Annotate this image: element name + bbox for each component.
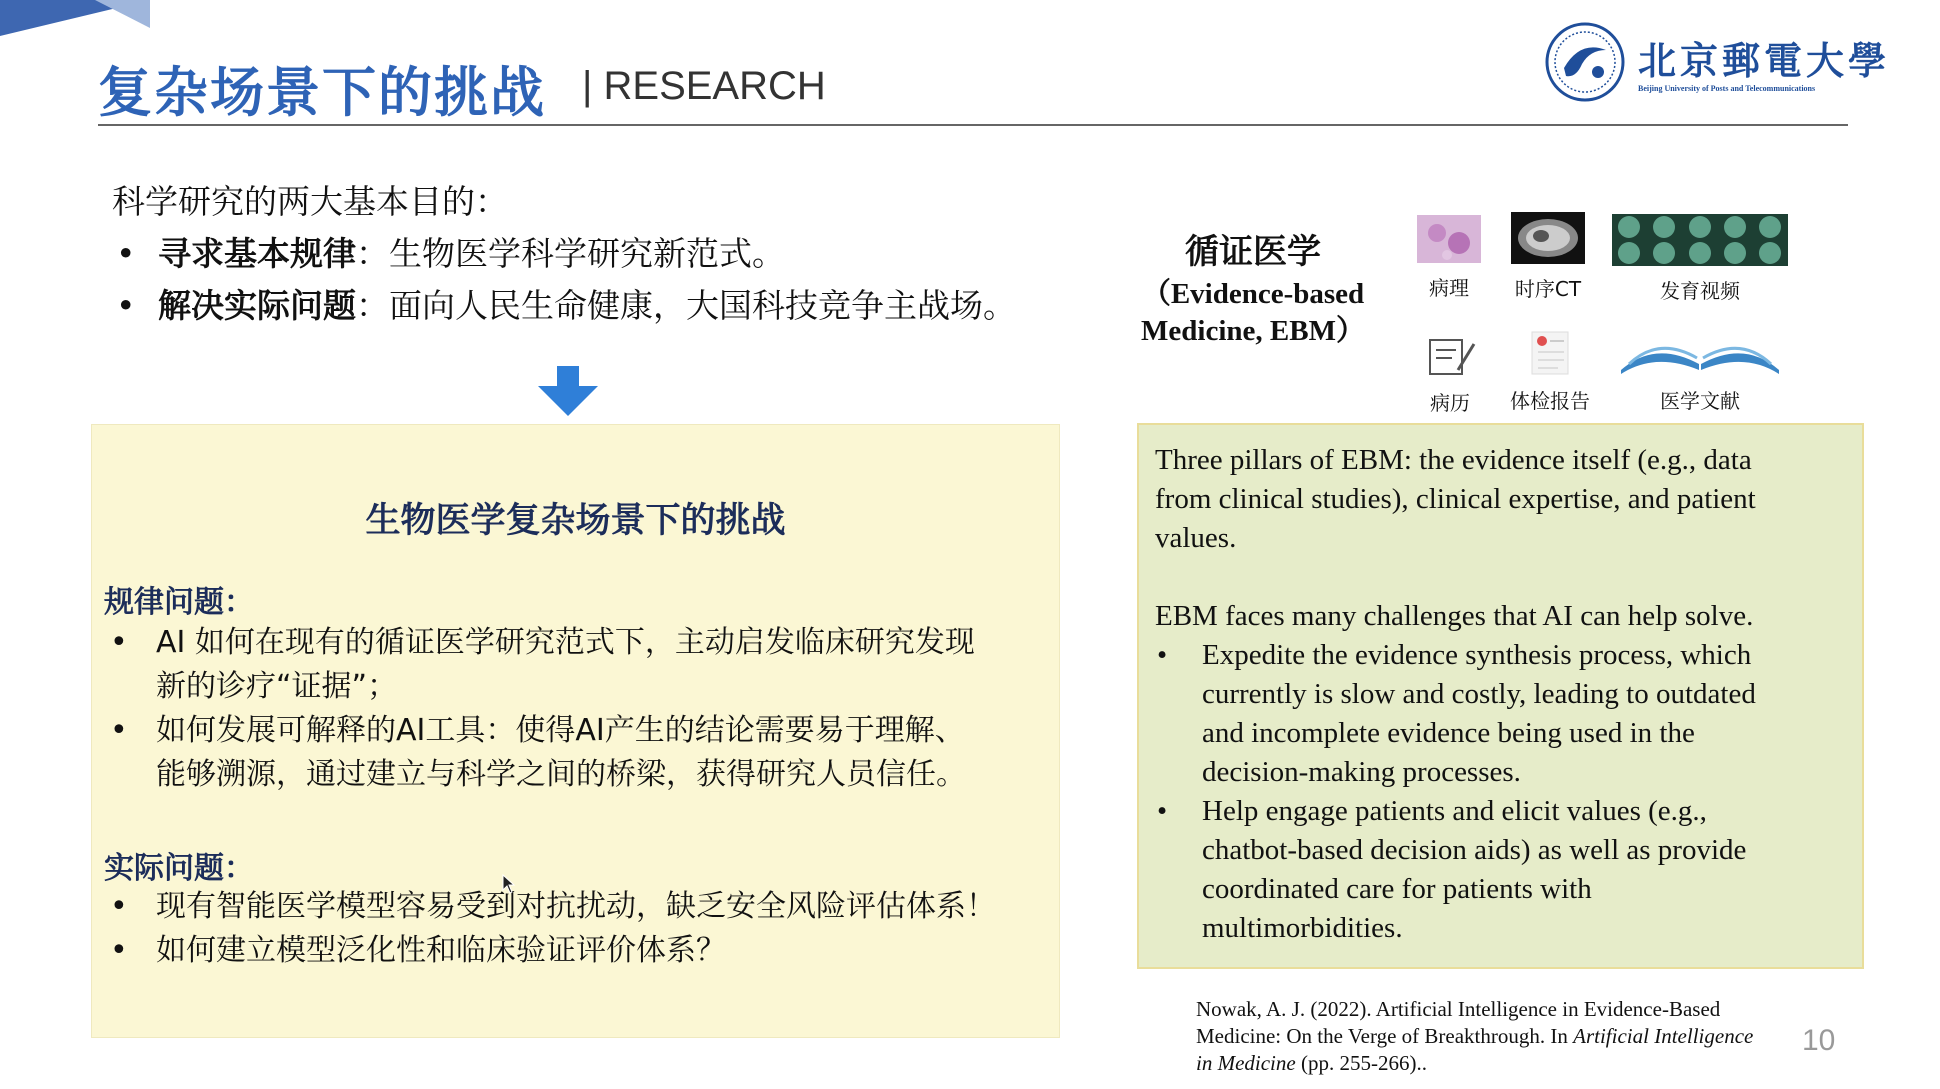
intro-section bbox=[112, 176, 1016, 332]
development-video-icon bbox=[1612, 214, 1788, 266]
citation-text: Medicine: On the Verge of Breakthrough. In bbox=[1196, 1024, 1574, 1048]
list-item-line: 能够溯源，通过建立与科学之间的桥梁，获得研究人员信任。 bbox=[156, 757, 966, 792]
open-book-icon bbox=[1615, 330, 1785, 376]
list-item-line: 现有智能医学模型容易受到对抗扰动，缺乏安全风险评估体系！ bbox=[156, 889, 996, 924]
practical-problems-list bbox=[106, 885, 1046, 973]
ebm-pillars-text bbox=[1155, 441, 1850, 948]
text-line: values. bbox=[1155, 522, 1237, 554]
logo-chinese-name: 北京郵電大學 bbox=[1638, 38, 1891, 83]
slide-title: 复杂场景下的挑战 bbox=[98, 61, 546, 124]
intro-bullet-text: ：面向人民生命健康，大国科技竞争主战场。 bbox=[356, 286, 1016, 325]
citation-line bbox=[1196, 1023, 1796, 1050]
medical-record-label: 病历 bbox=[1430, 391, 1470, 415]
university-logo bbox=[1538, 20, 1891, 104]
header-divider bbox=[98, 124, 1848, 126]
text-line: decision-making processes. bbox=[1202, 756, 1521, 788]
bullet-dot: • bbox=[116, 286, 136, 325]
logo-english-name: Beijing University of Posts and Telecommunications bbox=[1638, 84, 1816, 93]
literature-label: 医学文献 bbox=[1660, 389, 1740, 413]
literature-item bbox=[1612, 330, 1788, 414]
pathology-item bbox=[1414, 215, 1484, 301]
slide-subtitle: | RESEARCH bbox=[582, 64, 826, 108]
text-line: EBM faces many challenges that AI can help solve. bbox=[1155, 600, 1754, 632]
list-item bbox=[106, 621, 1046, 709]
intro-lead: 科学研究的两大基本目的： bbox=[112, 182, 508, 221]
list-item-line: 如何发展可解释的AI工具：使得AI产生的结论需要易于理解、 bbox=[156, 713, 965, 748]
text-line: Help engage patients and elicit values (e.g., bbox=[1202, 795, 1707, 827]
citation-book-title: in Medicine bbox=[1196, 1051, 1296, 1075]
list-item bbox=[106, 885, 1046, 929]
text-line: and incomplete evidence being used in the bbox=[1202, 717, 1695, 749]
ebm-title-en-1: （Evidence-based bbox=[1141, 278, 1365, 310]
law-problems-heading: 规律问题： bbox=[104, 585, 254, 620]
bullet-dot: • bbox=[116, 234, 136, 273]
health-report-item bbox=[1500, 330, 1600, 414]
intro-bullet bbox=[112, 280, 1016, 332]
university-emblem-icon bbox=[1542, 20, 1628, 104]
citation bbox=[1196, 996, 1796, 1077]
bullet-dot: • bbox=[110, 933, 128, 968]
bullet-dot: • bbox=[1157, 795, 1168, 827]
health-report-label: 体检报告 bbox=[1510, 389, 1590, 413]
bullet-dot: • bbox=[110, 713, 128, 748]
text-line: from clinical studies), clinical expertise, and patient bbox=[1155, 483, 1756, 515]
list-item-line: 新的诊疗“证据”； bbox=[156, 669, 398, 704]
law-problems-list bbox=[106, 621, 1046, 797]
text-line: Three pillars of EBM: the evidence itself (e.g., data bbox=[1155, 444, 1752, 476]
text-line: coordinated care for patients with bbox=[1202, 873, 1592, 905]
page-number: 10 bbox=[1802, 1024, 1836, 1057]
ct-label: 时序CT bbox=[1514, 277, 1582, 301]
challenges-box bbox=[91, 424, 1060, 1038]
corner-decoration-light bbox=[95, 0, 150, 28]
ebm-title-cn: 循证医学 bbox=[1185, 232, 1321, 272]
practical-problems-heading: 实际问题： bbox=[104, 851, 254, 886]
ct-item bbox=[1508, 212, 1588, 302]
down-arrow-icon bbox=[538, 366, 598, 416]
medical-record-icon bbox=[1422, 336, 1478, 378]
citation-line bbox=[1196, 1050, 1796, 1077]
health-report-icon bbox=[1528, 330, 1572, 376]
citation-line: Nowak, A. J. (2022). Artificial Intelligence in Evidence-Based bbox=[1196, 997, 1721, 1021]
bullet-dot: • bbox=[110, 889, 128, 924]
text-line: Expedite the evidence synthesis process, which bbox=[1202, 639, 1752, 671]
intro-bullet bbox=[112, 228, 1016, 280]
list-item bbox=[106, 709, 1046, 797]
challenges-title: 生物医学复杂场景下的挑战 bbox=[365, 501, 786, 541]
ebm-pillars-box bbox=[1137, 423, 1864, 969]
intro-bullet-key: 解决实际问题 bbox=[158, 286, 356, 325]
list-item-line: AI 如何在现有的循证医学研究范式下，主动启发临床研究发现 bbox=[156, 625, 975, 660]
medical-record-item bbox=[1420, 336, 1480, 416]
ct-scan-icon bbox=[1511, 212, 1585, 264]
ebm-heading bbox=[1128, 228, 1378, 350]
intro-bullet-text: ：生物医学科学研究新范式。 bbox=[356, 234, 785, 273]
mouse-pointer-icon bbox=[502, 874, 516, 894]
paragraph-gap bbox=[1155, 558, 1850, 597]
list-item bbox=[1155, 792, 1850, 948]
text-line: multimorbidities. bbox=[1202, 912, 1403, 944]
list-item-line: 如何建立模型泛化性和临床验证评价体系？ bbox=[156, 933, 726, 968]
pathology-icon bbox=[1417, 215, 1481, 263]
text-line: currently is slow and costly, leading to outdated bbox=[1202, 678, 1756, 710]
citation-book-title: Artificial Intelligence bbox=[1573, 1024, 1754, 1048]
intro-bullet-key: 寻求基本规律 bbox=[158, 234, 356, 273]
list-item bbox=[106, 929, 1046, 973]
citation-text: (pp. 255-266).. bbox=[1295, 1051, 1427, 1075]
bullet-dot: • bbox=[110, 625, 128, 660]
text-line: chatbot-based decision aids) as well as provide bbox=[1202, 834, 1747, 866]
bullet-dot: • bbox=[1157, 639, 1168, 671]
development-video-item bbox=[1612, 214, 1788, 304]
pathology-label: 病理 bbox=[1429, 276, 1469, 300]
development-video-label: 发育视频 bbox=[1660, 279, 1740, 303]
ebm-title-en-2: Medicine, EBM） bbox=[1141, 315, 1365, 347]
list-item bbox=[1155, 636, 1850, 792]
